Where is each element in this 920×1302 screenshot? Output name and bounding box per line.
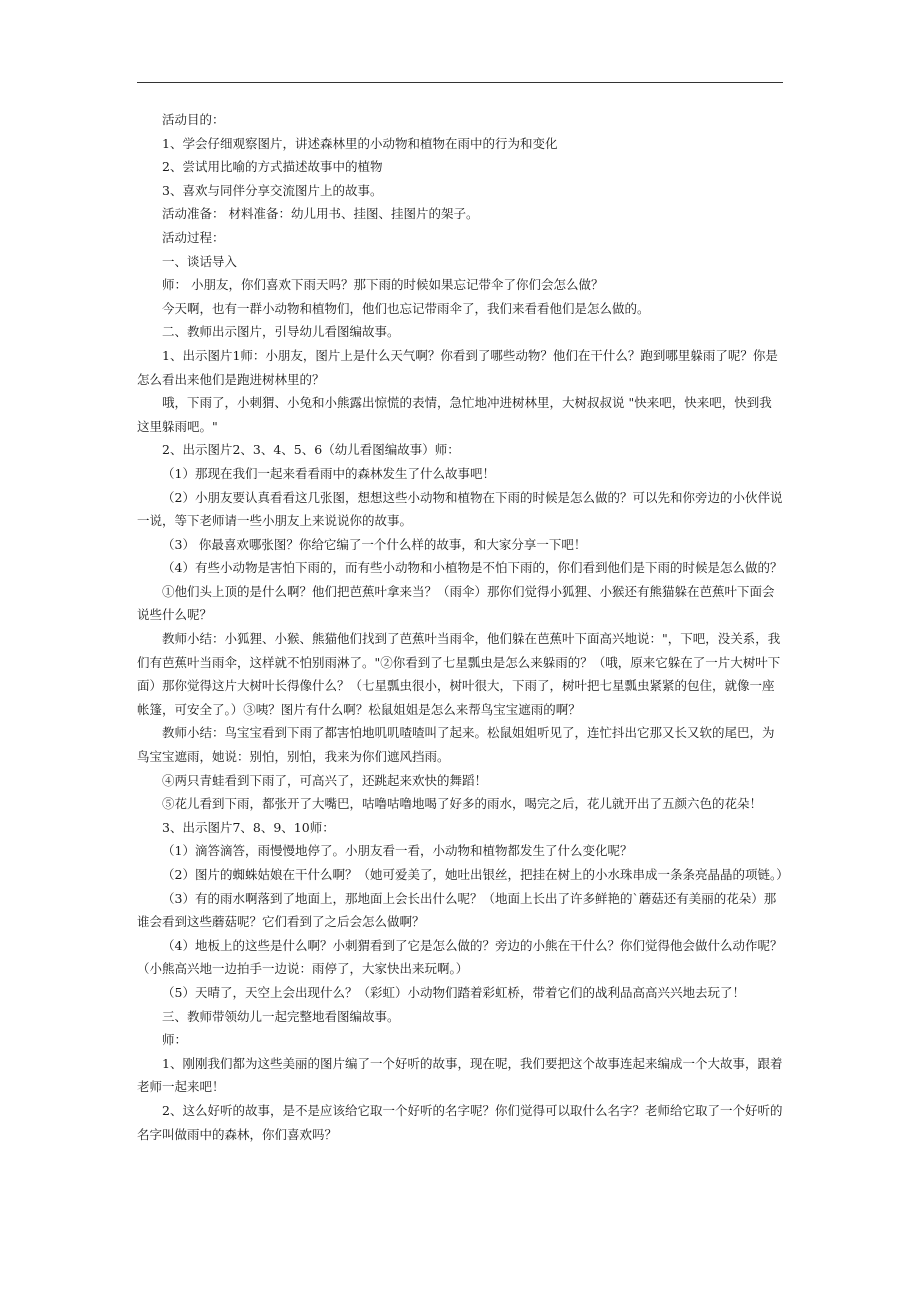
paragraph: 教师小结：小狐狸、小猴、熊猫他们找到了芭蕉叶当雨伞，他们躲在芭蕉叶下面高兴地说："，下吧，没关系，我们有芭蕉叶当雨伞，这样就不怕别雨淋了。"②你看到了七星瓢虫是怎么来躲雨的？（哦，原来它躲在了一片大树叶下面）那你觉得这片大树叶长得像什么？（七星瓢虫很小，树叶很大，下雨了，树叶把七星瓢虫紧紧的包住，就像一座帐篷，可安全了。）③咦？图片有什么啊？松鼠姐姐是怎么来帮鸟宝宝遮雨的啊？ xyxy=(137,631,781,717)
paragraph: （4）地板上的这些是什么啊？小刺猬看到了它是怎么做的？旁边的小熊在干什么？你们觉得他会做什么动作呢？（小熊高兴地一边拍手一边说：雨停了，大家快出来玩啊。） xyxy=(137,937,783,977)
paragraph: （3）有的雨水啊落到了地面上，那地面上会长出什么呢？（地面上长出了许多鲜艳的`蘑菇还有美丽的花朵）那谁会看到这些蘑菇呢？它们看到了之后会怎么做啊？ xyxy=(137,890,777,930)
paragraph: 活动准备： 材料准备：幼儿用书、挂图、挂图片的架子。 xyxy=(162,206,479,222)
paragraph: 师： xyxy=(162,1032,188,1048)
paragraph: （3） 你最喜欢哪张图？你给它编了一个什么样的故事，和大家分享一下吧！ xyxy=(162,536,587,552)
paragraph: 三、教师带领幼儿一起完整地看图编故事。 xyxy=(162,1008,400,1024)
paragraph: 师： 小朋友，你们喜欢下雨天吗？那下雨的时候如果忘记带伞了你们会怎么做？ xyxy=(162,277,604,293)
paragraph: （2）图片的蜘蛛姑娘在干什么啊？（她可爱美了，她吐出银丝，把挂在树上的小水珠串成一条条亮晶晶的项链。） xyxy=(162,867,789,882)
paragraph: ①他们头上顶的是什么啊？他们把芭蕉叶拿来当？（雨伞）那你们觉得小狐狸、小猴还有熊猫躲在芭蕉叶下面会说些什么呢？ xyxy=(137,583,775,623)
paragraph: （2）小朋友要认真看看这几张图，想想这些小动物和植物在下雨的时候是怎么做的？可以先和你旁边的小伙伴说一说，等下老师请一些小朋友上来说说你的故事。 xyxy=(137,489,783,529)
paragraph: 哦，下雨了，小刺猬、小兔和小熊露出惊慌的表情，急忙地冲进树林里，大树叔叔说 "快来吧，快来吧，快到我这里躲雨吧。" xyxy=(137,395,772,434)
paragraph: （4）有些小动物是害怕下雨的，而有些小动物和小植物是不怕下雨的，你们看到他们是下雨的时候是怎么做的？ xyxy=(162,560,783,576)
header-rule xyxy=(137,82,783,83)
paragraph: 2、这么好听的故事，是不是应该给它取一个好听的名字呢？你们觉得可以取什么名字？老师给它取了一个好听的名字叫做雨中的森林，你们喜欢吗？ xyxy=(137,1102,783,1142)
paragraph: 2、尝试用比喻的方式描述故事中的植物 xyxy=(162,159,383,175)
paragraph: （1）那现在我们一起来看看雨中的森林发生了什么故事吧！ xyxy=(162,465,495,481)
paragraph: ⑤花儿看到下雨，都张开了大嘴巴，咕噜咕噜地喝了好多的雨水，喝完之后，花儿就开出了五颜六色的花朵！ xyxy=(162,796,763,812)
paragraph: 1、学会仔细观察图片，讲述森林里的小动物和植物在雨中的行为和变化 xyxy=(162,135,558,151)
paragraph: 教师小结：鸟宝宝看到下雨了都害怕地叽叽喳喳叫了起来。松鼠姐姐听见了，连忙抖出它那又长又软的尾巴，为鸟宝宝遮雨，她说：别怕，别怕，我来为你们遮风挡雨。 xyxy=(137,725,775,765)
paragraph: 今天啊，也有一群小动物和植物们，他们也忘记带雨伞了，我们来看看他们是怎么做的。 xyxy=(162,300,650,316)
paragraph: 3、喜欢与同伴分享交流图片上的故事。 xyxy=(162,182,383,198)
paragraph: 二、教师出示图片，引导幼儿看图编故事。 xyxy=(162,324,400,340)
paragraph: 活动目的： xyxy=(162,112,225,127)
paragraph: （5）天晴了，天空上会出现什么？（彩虹）小动物们踏着彩虹桥，带着它们的战利品高高兴兴地去玩了！ xyxy=(162,984,745,1000)
document-body xyxy=(137,108,789,1146)
paragraph: 一、谈话导入 xyxy=(162,253,238,269)
paragraph: 3、出示图片7、8、9、10师： xyxy=(162,819,335,835)
paragraph: 2、出示图片2、3、4、5、6（幼儿看图编故事）师： xyxy=(162,442,460,458)
paragraph: ④两只青蛙看到下雨了，可高兴了，还跳起来欢快的舞蹈！ xyxy=(162,772,488,788)
paragraph: （1）滴答滴答，雨慢慢地停了。小朋友看一看，小动物和植物都发生了什么变化呢？ xyxy=(162,843,633,859)
paragraph: 活动过程： xyxy=(162,229,225,245)
paragraph: 1、刚刚我们都为这些美丽的图片编了一个好听的故事，现在呢，我们要把这个故事连起来编成一个大故事，跟着老师一起来吧！ xyxy=(137,1055,783,1095)
paragraph: 1、出示图片1师：小朋友，图片上是什么天气啊？你看到了哪些动物？他们在干什么？跑到哪里躲雨了呢？你是怎么看出来他们是跑进树林里的？ xyxy=(137,347,778,387)
